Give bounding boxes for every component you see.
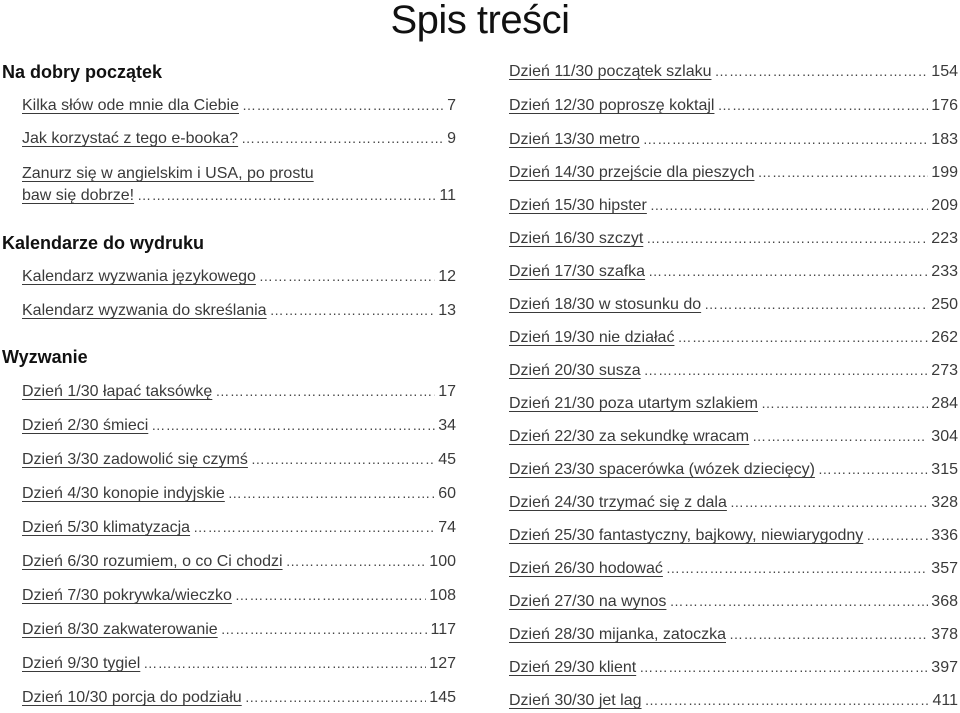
- toc-entry[interactable]: [509, 692, 958, 710]
- leader-dots: [643, 131, 929, 147]
- toc-entry-page: 304: [931, 428, 958, 445]
- toc-entry-label[interactable]: Dzień 4/30 konopie indyjskie: [22, 485, 225, 502]
- leader-dots: [286, 553, 427, 569]
- leader-dots: [717, 97, 928, 113]
- toc-entry-page: 199: [931, 164, 958, 181]
- toc-entry-label[interactable]: Dzień 7/30 pokrywka/wieczko: [22, 587, 232, 604]
- toc-entry-page: 233: [931, 263, 958, 280]
- toc-entry-label[interactable]: Dzień 30/30 jet lag: [509, 692, 642, 709]
- toc-entry[interactable]: [22, 689, 456, 707]
- toc-entry-page: 209: [931, 197, 958, 214]
- leader-dots: [259, 268, 435, 284]
- toc-entry-page: 145: [429, 689, 456, 706]
- toc-entry-label[interactable]: Dzień 27/30 na wynos: [509, 593, 667, 610]
- toc-entry[interactable]: [22, 451, 456, 469]
- toc-entry-page: 378: [931, 626, 958, 643]
- leader-dots: [251, 451, 435, 467]
- leader-dots: [242, 97, 444, 113]
- toc-entry-label[interactable]: Dzień 2/30 śmieci: [22, 417, 149, 434]
- toc-entry-label[interactable]: Dzień 8/30 zakwaterowanie: [22, 621, 218, 638]
- toc-entry[interactable]: [22, 417, 456, 435]
- toc-entry[interactable]: [509, 131, 958, 149]
- toc-entry-page: 336: [931, 527, 958, 544]
- toc-entry-label[interactable]: Dzień 29/30 klient: [509, 659, 637, 676]
- leader-dots: [639, 659, 928, 675]
- toc-entry-page: 11: [439, 187, 456, 204]
- toc-entry-page: 273: [931, 362, 958, 379]
- toc-entry-label[interactable]: Jak korzystać z tego e-booka?: [22, 130, 239, 147]
- toc-entry-label[interactable]: Dzień 11/30 początek szlaku: [509, 63, 712, 80]
- leader-dots: [143, 655, 426, 671]
- toc-entry[interactable]: [509, 395, 958, 413]
- leader-dots: [645, 692, 930, 708]
- toc-entry-page: 17: [438, 383, 456, 400]
- toc-entry[interactable]: [509, 659, 958, 677]
- section-heading-calendars: Kalendarze do wydruku: [2, 233, 205, 253]
- toc-entry-label[interactable]: Kalendarz wyzwania językowego: [22, 268, 256, 285]
- leader-dots: [866, 527, 928, 543]
- leader-dots: [818, 461, 928, 477]
- leader-dots: [752, 428, 928, 444]
- leader-dots: [704, 296, 928, 312]
- toc-entry-label[interactable]: Dzień 3/30 zadowolić się czymś: [22, 451, 248, 468]
- toc-entry-page: 154: [931, 63, 958, 80]
- toc-entry[interactable]: [509, 296, 958, 314]
- toc-entry-label[interactable]: Dzień 28/30 mijanka, zatoczka: [509, 626, 726, 643]
- toc-entry-label[interactable]: Dzień 15/30 hipster: [509, 197, 647, 214]
- leader-dots: [650, 197, 928, 213]
- section-heading-start: Na dobry początek: [2, 62, 163, 82]
- toc-entry[interactable]: [509, 527, 958, 545]
- leader-dots: [666, 560, 928, 576]
- toc-entry[interactable]: [22, 302, 456, 320]
- toc-entry[interactable]: [22, 165, 456, 183]
- toc-entry[interactable]: [509, 197, 958, 215]
- toc-entry-page: 45: [438, 451, 456, 468]
- leader-dots: [757, 164, 928, 180]
- toc-entry-label[interactable]: Dzień 14/30 przejście dla pieszych: [509, 164, 755, 181]
- toc-entry-page: 315: [931, 461, 958, 478]
- toc-entry-label[interactable]: Kilka słów ode mnie dla Ciebie: [22, 97, 239, 114]
- toc-entry[interactable]: [22, 587, 456, 605]
- toc-entry[interactable]: [22, 268, 456, 286]
- toc-entry[interactable]: [509, 263, 958, 281]
- leader-dots: [761, 395, 928, 411]
- toc-entry-page: 13: [438, 302, 456, 319]
- page-title: Spis treści: [390, 0, 570, 42]
- toc-entry[interactable]: [22, 187, 456, 205]
- toc-entry-page: 368: [931, 593, 958, 610]
- toc-entry-page: 176: [931, 97, 958, 114]
- toc-entry-page: 357: [931, 560, 958, 577]
- toc-entry-label[interactable]: Dzień 22/30 za sekundkę wracam: [509, 428, 750, 445]
- leader-dots: [193, 519, 435, 535]
- toc-entry-page: 183: [931, 131, 958, 148]
- toc-entry-page: 60: [438, 485, 456, 502]
- leader-dots: [215, 383, 435, 399]
- toc-entry-page: 7: [447, 97, 456, 114]
- toc-entry-page: 411: [932, 692, 958, 709]
- leader-dots: [137, 187, 436, 203]
- toc-entry[interactable]: [22, 655, 456, 673]
- toc-entry-page: 12: [438, 268, 456, 285]
- toc-entry[interactable]: [509, 494, 958, 512]
- toc-entry-page: 74: [438, 519, 456, 536]
- leader-dots: [221, 621, 428, 637]
- leader-dots: [245, 689, 427, 705]
- toc-entry[interactable]: [22, 553, 456, 571]
- toc-entry[interactable]: [509, 461, 958, 479]
- toc-entry-label[interactable]: Dzień 23/30 spacerówka (wózek dziecięcy): [509, 461, 815, 478]
- toc-entry-page: 250: [931, 296, 958, 313]
- toc-entry[interactable]: [22, 130, 456, 148]
- toc-entry-page: 34: [438, 417, 456, 434]
- toc-entry-label[interactable]: Dzień 6/30 rozumiem, o co Ci chodzi: [22, 553, 283, 570]
- toc-entry[interactable]: [509, 362, 958, 380]
- toc-entry-label[interactable]: Dzień 21/30 poza utartym szlakiem: [509, 395, 758, 412]
- toc-entry-page: 262: [931, 329, 958, 346]
- toc-entry-label[interactable]: Dzień 13/30 metro: [509, 131, 640, 148]
- toc-entry-label[interactable]: Dzień 5/30 klimatyzacja: [22, 519, 191, 536]
- leader-dots: [270, 302, 436, 318]
- toc-entry[interactable]: [509, 329, 958, 347]
- toc-entry[interactable]: [509, 230, 958, 248]
- leader-dots: [151, 417, 435, 433]
- toc-entry-page: 117: [430, 621, 456, 638]
- toc-entry-label[interactable]: Dzień 26/30 hodować: [509, 560, 663, 577]
- leader-dots: [669, 593, 928, 609]
- toc-entry[interactable]: [509, 428, 958, 446]
- leader-dots: [228, 485, 435, 501]
- toc-entry[interactable]: [509, 164, 958, 182]
- toc-entry[interactable]: [509, 560, 958, 578]
- toc-entry-label[interactable]: baw się dobrze!: [22, 187, 135, 204]
- leader-dots: [241, 130, 444, 146]
- toc-entry[interactable]: [22, 621, 456, 639]
- toc-entry-page: 100: [429, 553, 456, 570]
- leader-dots: [714, 63, 928, 79]
- toc-entry[interactable]: [509, 626, 958, 644]
- toc-entry-page: 127: [429, 655, 456, 672]
- toc-entry-label[interactable]: Dzień 12/30 poproszę koktajl: [509, 97, 715, 114]
- toc-entry[interactable]: [22, 383, 456, 401]
- toc-entry[interactable]: [509, 63, 958, 81]
- toc-entry-label[interactable]: Dzień 25/30 fantastyczny, bajkowy, niewiarygodny: [509, 527, 864, 544]
- leader-dots: [646, 230, 928, 246]
- toc-entry-label[interactable]: Dzień 24/30 trzymać się z dala: [509, 494, 727, 511]
- toc-entry-page: 284: [931, 395, 958, 412]
- toc-entry-label[interactable]: Dzień 17/30 szafka: [509, 263, 646, 280]
- toc-entry-label[interactable]: Kalendarz wyzwania do skreślania: [22, 302, 267, 319]
- toc-entry[interactable]: [22, 485, 456, 503]
- toc-entry-label[interactable]: Dzień 20/30 susza: [509, 362, 641, 379]
- toc-entry-label[interactable]: Zanurz się w angielskim i USA, po prostu: [22, 165, 314, 182]
- toc-entry-label[interactable]: Dzień 19/30 nie działać: [509, 329, 675, 346]
- toc-entry-label[interactable]: Dzień 18/30 w stosunku do: [509, 296, 702, 313]
- leader-dots: [644, 362, 929, 378]
- toc-entry-page: 328: [931, 494, 958, 511]
- toc-entry[interactable]: [509, 593, 958, 611]
- toc-entry-page: 223: [931, 230, 958, 247]
- toc-entry-page: 9: [447, 130, 456, 147]
- toc-entry-label[interactable]: Dzień 1/30 łapać taksówkę: [22, 383, 213, 400]
- toc-entry[interactable]: [22, 519, 456, 537]
- toc-entry[interactable]: [509, 97, 958, 115]
- toc-entry-page: 108: [429, 587, 456, 604]
- leader-dots: [730, 494, 928, 510]
- toc-entry-label[interactable]: Dzień 10/30 porcja do podziału: [22, 689, 242, 706]
- section-heading-challenge: Wyzwanie: [2, 347, 88, 367]
- toc-entry-page: 397: [931, 659, 958, 676]
- leader-dots: [648, 263, 928, 279]
- toc-entry-label[interactable]: Dzień 9/30 tygiel: [22, 655, 141, 672]
- leader-dots: [235, 587, 426, 603]
- toc-entry-label[interactable]: Dzień 16/30 szczyt: [509, 230, 644, 247]
- leader-dots: [729, 626, 928, 642]
- toc-entry[interactable]: [22, 97, 456, 115]
- leader-dots: [677, 329, 928, 345]
